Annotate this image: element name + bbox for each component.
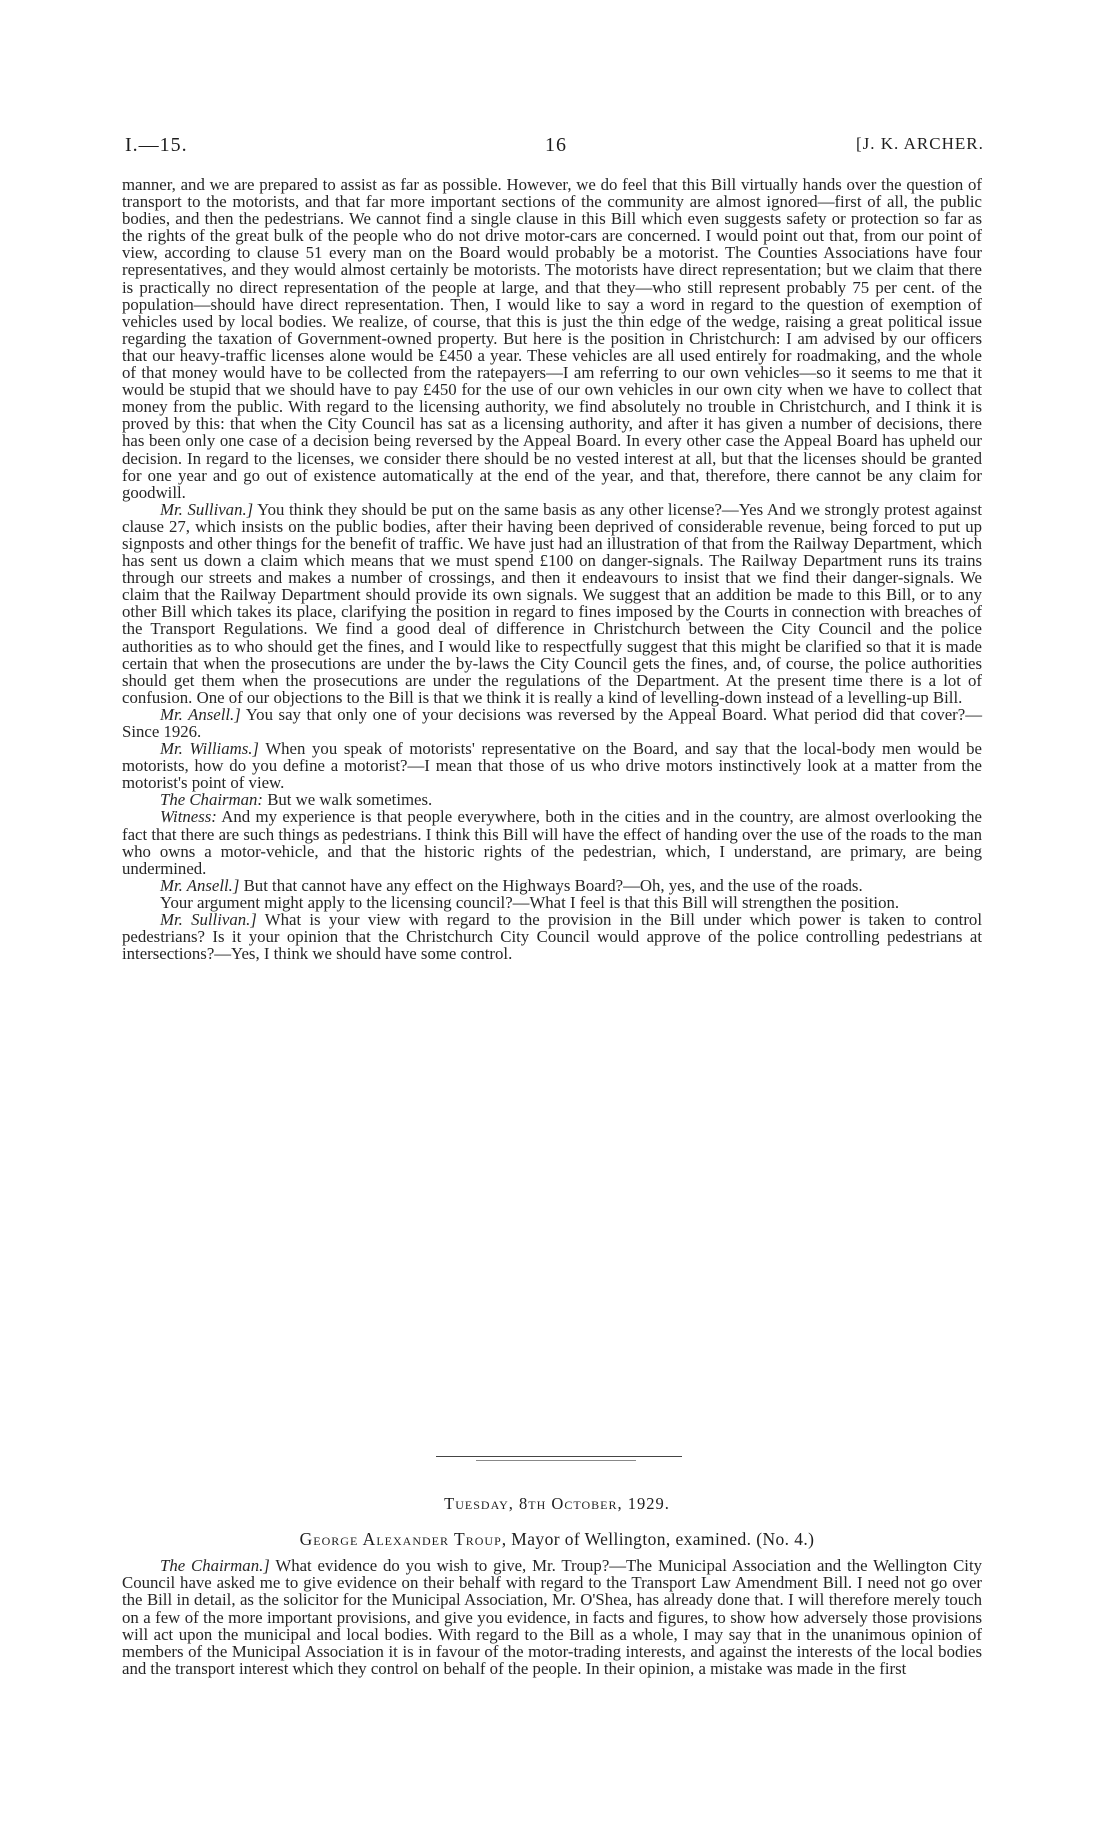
speaker-label: Mr. Ansell.] xyxy=(160,875,240,895)
testimony-body xyxy=(122,176,982,962)
paragraph xyxy=(122,176,982,501)
testimony-body-second xyxy=(122,1557,982,1677)
paragraph xyxy=(122,877,982,894)
witness-name: George Alexander Troup xyxy=(299,1529,502,1549)
section-divider-short xyxy=(476,1460,636,1461)
speaker-label: Mr. Sullivan.] xyxy=(160,499,254,519)
paragraph-text: What evidence do you wish to give, Mr. Troup?—The Municipal Association and the Wellington City Council have asked me to give evidence on their behalf with regard to the Transport Law Amendment Bill. I need not go over the Bill in detail, as the solicitor for the Municipal Association, Mr. O'Shea, has already done that. I will therefore merely touch on a few of the more important provisions, and give you evidence, in facts and figures, to show how adversely those provisions will act upon the municipal and local bodies. With regard to the Bill as a whole, I may say that in the unanimous opinion of members of the Municipal Association it is in favour of the motor-trading interests, and against the interests of the local bodies and the transport interest which they control on behalf of the people. In their opinion, a mistake was made in the first xyxy=(122,1556,982,1679)
session-date-heading: Tuesday, 8th October, 1929. xyxy=(444,1494,670,1513)
witness-details: , Mayor of Wellington, examined. (No. 4.) xyxy=(501,1529,815,1549)
page-number: 16 xyxy=(545,134,567,156)
paragraph-text: manner, and we are prepared to assist as far as possible. However, we do feel that this Bill virtually hands over the question of transport to the motorists, and that far more important sections of the community are almost ignored—first of all, the public bodies, and then the pedestrians. We cannot find a single clause in this Bill which even suggests safety or protection so far as the rights of the great bulk of the people who do not drive motor-cars are concerned. I would point out that, from our point of view, according to clause 51 every man on the Board would probably be a motorist. The Counties Associations have four representatives, and they would almost certainly be motorists. The motorists have direct representation; but we claim that there is practically no direct representation of the people at large, and that they—who still represent probably 75 per cent. of the population—should have direct representation. Then, I would like to say a word in regard to the question of exemption of vehicles used by local bodies. We realize, of course, that this is just the thin edge of the wedge, raising a great political issue regarding the taxation of Government-owned property. But here is the position in Christchurch: I am advised by our officers that our heavy-traffic licenses alone would be £450 a year. These vehicles are all used entirely for roadmaking, and the whole of that money would have to be collected from the ratepayers—I am referring to our own vehicles—so it seems to me that it would be stupid that we should have to pay £450 for the use of our own vehicles in our own city when we have to collect that money from the public. With regard to the licensing authority, we find absolutely no trouble in Christchurch, and I think it is proved by this: that when the City Council has sat as a licensing authority, and after it has given a number of decisions, there has been only one case of a decision being reversed by the Appeal Board. In every other case the Appeal Board has upheld our decision. In regard to the licenses, we consider there should be no vested interest at all, but that the licenses should be granted for one year and go out of existence automatically at the end of the year, and that, therefore, there cannot be any claim for goodwill. xyxy=(122,175,982,502)
running-head-witness: [J. K. ARCHER. xyxy=(856,134,984,153)
paragraph-text: When you speak of motorists' representative on the Board, and say that the local-body men would be motorists, how do you define a motorist?—I mean that those of us who drive motors instinctively look at a matter from the motorist's point of view. xyxy=(122,739,982,793)
paragraph xyxy=(122,501,982,706)
section-divider xyxy=(436,1456,682,1457)
paragraph xyxy=(122,1557,982,1677)
paragraph-text: What is your view with regard to the provision in the Bill under which power is taken to control pedestrians? Is it your opinion that the Christchurch City Council would approve of the police controlling pedestrians at intersections?—Yes, I think we should have some control. xyxy=(122,910,982,964)
speaker-label: Mr. Williams.] xyxy=(160,739,259,759)
paragraph xyxy=(122,791,982,808)
paragraph xyxy=(122,894,982,911)
paragraph-text: You say that only one of your decisions was reversed by the Appeal Board. What period did that cover?—Since 1926. xyxy=(122,704,982,741)
paragraph xyxy=(122,808,982,876)
paragraph-text: But we walk sometimes. xyxy=(263,790,433,810)
paragraph xyxy=(122,706,982,740)
speaker-label: The Chairman: xyxy=(160,790,264,810)
speaker-label: Mr. Sullivan.] xyxy=(160,910,257,930)
paragraph-text: And my experience is that people everywhere, both in the cities and in the country, are almost overlooking the fact that there are such things as pedestrians. I think this Bill will have the effect of handing over the use of the roads to the man who owns a motor-vehicle, and that the historic rights of the pedestrian, which, I understand, are primary, are being undermined. xyxy=(122,807,982,878)
paragraph-text: Your argument might apply to the licensing council?—What I feel is that this Bill will strengthen the position. xyxy=(160,892,900,912)
paper-reference: I.—15. xyxy=(125,134,188,156)
speaker-label: The Chairman.] xyxy=(160,1556,270,1575)
paragraph xyxy=(122,740,982,791)
paragraph xyxy=(122,911,982,962)
speaker-label: Mr. Ansell.] xyxy=(160,704,241,724)
paragraph-text: But that cannot have any effect on the Highways Board?—Oh, yes, and the use of the roads. xyxy=(239,875,863,895)
witness-heading xyxy=(0,1529,1114,1550)
speaker-label: Witness: xyxy=(160,807,217,827)
paragraph-text: You think they should be put on the same basis as any other license?—Yes And we strongly protest against clause 27, which insists on the public bodies, after their having been deprived of considerable revenue, being forced to put up signposts and other things for the benefit of traffic. We have just had an illustration of that from the Railway Department, which has sent us down a claim which means that we must spend £100 on danger-signals. The Railway Department runs its trains through our streets and makes a number of crossings, and then it endeavours to insist that we find their danger-signals. We claim that the Railway Department should provide its own signals. We suggest that an addition be made to this Bill, or to any other Bill which takes its place, clarifying the position in regard to fines imposed by the Courts in connection with breaches of the Transport Regulations. We find a good deal of difference in Christchurch between the City Council and the police authorities as to who should get the fines, and I would like to respectfully suggest that this might be clarified so that it is made certain that when the prosecutions are under the by-laws the City Council gets the fines, and, of course, the police authorities should get them when the prosecutions are under the regulations of the Department. At the present time there is a lot of confusion. One of our objections to the Bill is that we think it is really a kind of levelling-down instead of a levelling-up Bill. xyxy=(122,499,982,707)
